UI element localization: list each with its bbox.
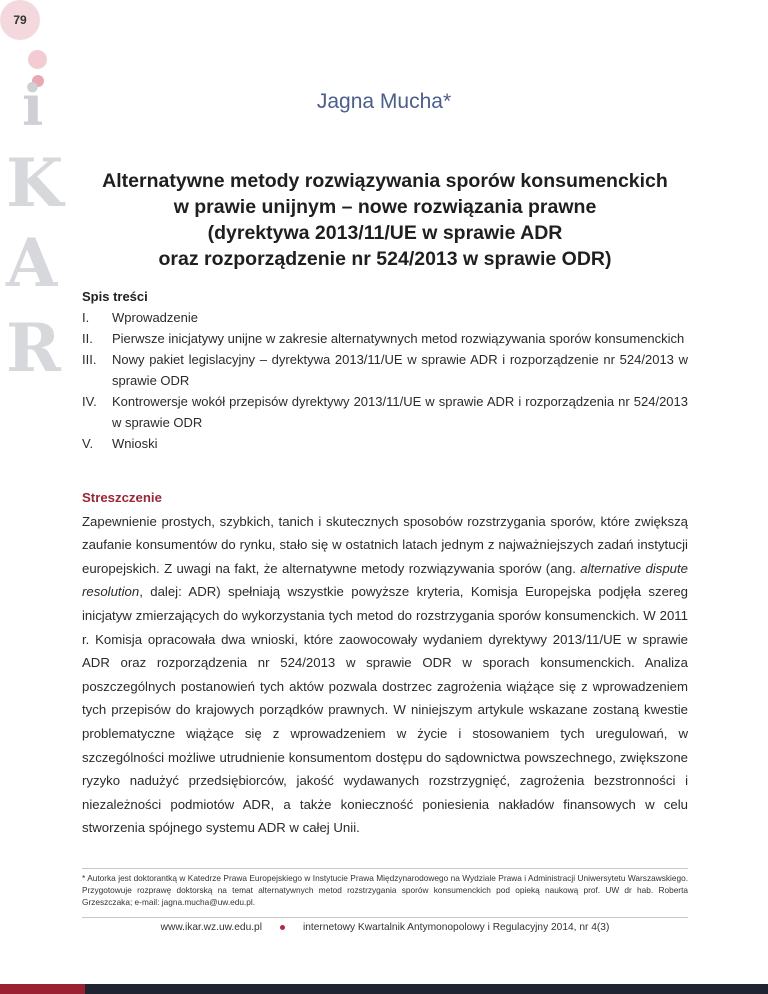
abstract-italic-term: alternative dispute resolution: [82, 560, 688, 600]
article-title: [82, 168, 688, 272]
footer-url[interactable]: www.ikar.wz.uw.edu.pl: [160, 922, 262, 933]
decorative-dot-large: [28, 50, 47, 69]
bullet-dot-icon: [280, 925, 285, 930]
author-name: Jagna Mucha*: [316, 90, 452, 113]
table-of-contents: [82, 286, 688, 454]
abstract-text-part: , dalej: ADR) spełniają wszystkie powyższe kryteria, Komisja Europejska podjęła szereg inicjatyw zmierzających do wykorzystania tych metod do rozstrzygania sporów konsumenckich. W 2011 r. Komisja opracowała dwa wnioski, które zaowocowały wydaniem dyrektywy 2013/11/UE w sprawie ADR oraz rozporządzenia nr 524/2013 w sprawie ODR w sporach konsumenckich. Analiza poszczególnych postanowień tych aktów pozwala dostrzec zagrożenia wiążące się z wprowadzeniem tych przepisów do krajowych porządków prawnych. W niniejszym artykule wskazane zostaną kwestie problematyczne wiążące się z wprowadzeniem w życie i stosowaniem tych uregulowań, w szczególności możliwe utrudnienie konsumentom dostępu do sądownictwa powszechnego, zwiększone ryzyko nadużyć przedsiębiorców, jakość wydawanych rozstrzygnięć, zagrożenia bezstronności i niezależności podmiotów ADR, a także konieczność poniesienia nakładów finansowych w celu stworzenia spójnego systemu ADR w całej Unii.: [82, 584, 688, 836]
toc-item-number: II.: [82, 331, 93, 346]
abstract-text-part: Zapewnienie prostych, szybkich, tanich i skutecznych sposobów rozstrzygania sporów, które zwiększą zaufanie konsumentów do rynku, stało się w ostatnich latach jednym z najważniejszych zadań instytucji europejskich. Z uwagi na fakt, że alternatywne metody rozwiązywania sporów (ang.: [82, 513, 688, 576]
footer-divider: [82, 917, 688, 918]
title-line: w prawie unijnym – nowe rozwiązania prawne: [173, 196, 597, 218]
toc-item: [82, 328, 688, 349]
toc-item: [82, 433, 688, 454]
footnote-divider: [82, 868, 688, 869]
toc-item-text: Wprowadzenie: [112, 310, 198, 325]
abstract-section: [82, 486, 688, 840]
title-line: (dyrektywa 2013/11/UE w sprawie ADR: [207, 222, 563, 244]
page-number-badge: [0, 0, 40, 40]
toc-heading: Spis treści: [82, 289, 148, 304]
page-footer: [82, 922, 688, 933]
author-footnote: * Autorka jest doktorantką w Katedrze Prawa Europejskiego w Instytucie Prawa Międzynarodowego na Wydziale Prawa i Administracji Uniwersytetu Warszawskiego. Przygotowuje rozprawę doktorską na temat alternatywnych metod rozstrzygania sporów konsumenckich pod opieką naukową prof. UW dr hab. Roberta Grzeszczaka; e-mail: jagna.mucha@uw.edu.pl.: [82, 873, 688, 907]
abstract-heading: Streszczenie: [82, 490, 162, 505]
bottom-bar-accent: [0, 984, 85, 994]
toc-item-number: IV.: [82, 394, 97, 409]
title-line: oraz rozporządzenie nr 524/2013 w sprawie ODR): [158, 248, 612, 270]
bottom-bar: [85, 984, 768, 994]
abstract-text: [82, 510, 688, 840]
side-logo-letter-i: i: [22, 73, 44, 139]
toc-item: [82, 307, 688, 328]
toc-item-text: Pierwsze inicjatywy unijne w zakresie alternatywnych metod rozwiązywania sporów konsumenckich: [112, 331, 685, 346]
toc-item-text: Wnioski: [112, 436, 158, 451]
side-logo-letter-a: A: [6, 224, 58, 302]
toc-item-number: I.: [82, 310, 90, 325]
toc-item-text: Nowy pakiet legislacyjny – dyrektywa 2013/11/UE w sprawie ADR i rozporządzenie nr 524/2013 w sprawie ODR: [112, 352, 688, 388]
toc-item-number: V.: [82, 436, 94, 451]
page-number: 79: [13, 13, 27, 27]
toc-item: [82, 349, 688, 391]
footer-journal: internetowy Kwartalnik Antymonopolowy i Regulacyjny 2014, nr 4(3): [303, 922, 610, 933]
toc-item: [82, 391, 688, 433]
side-logo-letter-k: K: [6, 144, 64, 222]
toc-item-number: III.: [82, 352, 97, 367]
side-logo-letter-r: R: [6, 309, 61, 387]
toc-item-text: Kontrowersje wokół przepisów dyrektywy 2013/11/UE w sprawie ADR i rozporządzenia nr 524/2013 w sprawie ODR: [112, 394, 688, 430]
title-line: Alternatywne metody rozwiązywania sporów konsumenckich: [102, 170, 668, 192]
